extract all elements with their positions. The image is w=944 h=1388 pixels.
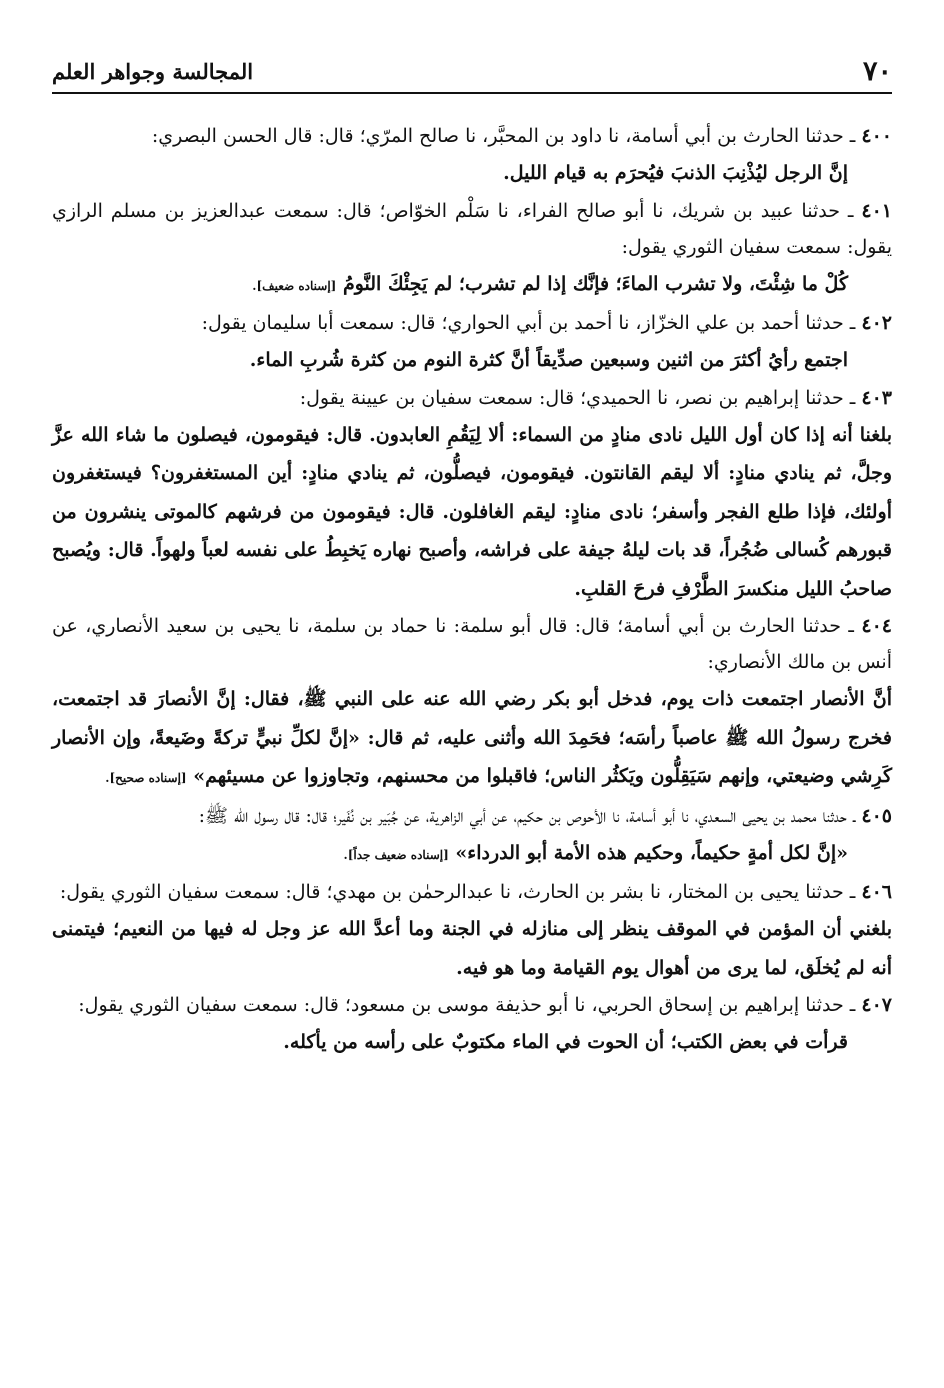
page-body (52, 118, 892, 1062)
quote-paragraph (52, 265, 892, 306)
isnad-paragraph (52, 193, 892, 265)
quote-text: إنَّ الرجل ليُذْنِبَ الذنبَ فيُحرَم به قيام الليل. (503, 162, 848, 184)
hadith-entry-402 (52, 305, 892, 380)
page-header (52, 48, 892, 94)
isnad-text: ـ حدثنا الحارث بن أبي أسامة، نا داود بن المحبَّر، نا صالح المرّي؛ قال: قال الحسن البصري: (151, 125, 862, 147)
isnad-paragraph (52, 118, 892, 154)
isnad-paragraph (52, 874, 892, 910)
quote-text: أنَّ الأنصار اجتمعت ذات يوم، فدخل أبو بكر رضي الله عنه على النبي ﷺ، فقال: إنَّ الأنصارَ قد اجتمعت، فخرج رسولُ الله ﷺ عاصباً رأسَه؛ فحَمِدَ الله وأثنى عليه، ثم قال: «إنَّ لكلِّ نبيٍّ تركةً وضَيعةً، وإن الأنصار كَرِشي وضيعتي، وإنهم سَيَقِلُّون ويَكثُر الناس؛ فاقبلوا من محسنهم، وتجاوزوا عن مسيئهم» (52, 688, 892, 787)
isnad-paragraph (52, 608, 892, 680)
hadith-entry-403 (52, 380, 892, 609)
isnad-text: ـ حدثنا محمد بن يحيى السعدي، نا أبو أسامة، نا الأحوص بن حكيم، عن أبي الزاهرية، عن جُبَير بن نُفَير؛ قال: قال رسول الله ﷺ: (198, 804, 862, 827)
entry-number: ٤٠٢ (861, 312, 892, 334)
chain-grade: [إسناده ضعيف]. (252, 278, 337, 293)
page-number: ٧٠ (862, 56, 892, 87)
entry-number: ٤٠٥ (861, 804, 892, 827)
isnad-paragraph (52, 798, 892, 834)
entry-number: ٤٠١ (861, 199, 892, 222)
quote-paragraph (52, 154, 892, 193)
isnad-text: ـ حدثنا يحيى بن المختار، نا بشر بن الحارث، نا عبدالرحمٰن بن مهدي؛ قال: سمعت سفيان الثوري يقول: (59, 881, 862, 903)
hadith-entry-407 (52, 987, 892, 1062)
isnad-paragraph (52, 305, 892, 341)
quote-text: اجتمع رأيُ أكثرَ من اثنين وسبعين صدِّيقاً أنَّ كثرة النوم من كثرة شُربِ الماء. (249, 349, 848, 371)
quote-text: بلغنا أنه إذا كان أول الليل نادى منادٍ من السماء: ألا لِيَقُمِ العابدون. قال: فيقومون، فيصلون ما شاء الله عزَّ وجلَّ، ثم ينادي منادٍ: ألا ليقم القانتون. فيقومون، فيصلُّون، ثم ينادي منادٍ: أين المستغفرون؟ فيستغفرون أولئك، فإذا طلع الفجر وأسفر؛ نادى منادٍ: ليقم الغافلون. قال: فيقومون من فرشهم كالموتى ينشرون من قبورهم كُسالى ضُجُراً، قد بات ليلهُ جيفة على فراشه، وأصبح نهاره يَخبِطُ على نفسه لعباً ولهواً. قال: ويُصبح صاحبُ الليل منكسرَ الطَّرْفِ فرحَ القلبِ. (52, 423, 892, 600)
quote-paragraph (52, 1023, 892, 1062)
isnad-text: ـ حدثنا إبراهيم بن إسحاق الحربي، نا أبو حذيفة موسى بن مسعود؛ قال: سمعت سفيان الثوري يقول: (78, 994, 862, 1016)
isnad-text: ـ حدثنا أحمد بن علي الخزّاز، نا أحمد بن أبي الحواري؛ قال: سمعت أبا سليمان يقول: (201, 312, 862, 334)
isnad-text: ـ حدثنا إبراهيم بن نصر، نا الحميدي؛ قال: سمعت سفيان بن عيينة يقول: (299, 386, 862, 409)
hadith-entry-405 (52, 798, 892, 875)
hadith-entry-406 (52, 874, 892, 987)
chain-grade: [إسناده صحيح]. (105, 771, 187, 785)
entry-number: ٤٠٤ (861, 615, 892, 637)
chain-grade: [إسناده ضعيف جداً]. (343, 847, 449, 862)
entry-number: ٤٠٦ (861, 881, 892, 903)
isnad-paragraph (52, 380, 892, 416)
quote-paragraph (52, 341, 892, 380)
quote-text: «إنَّ لكل أمةٍ حكيماً، وحكيم هذه الأمة أبو الدرداء» (455, 841, 848, 864)
quote-paragraph (52, 680, 892, 798)
quote-text: بلغني أن المؤمن في الموقف ينظر إلى منازله في الجنة وما أعدَّ الله عز وجل له فيها من النعيم؛ فيتمنى أنه لم يُخلَق، لما يرى من أهوال يوم القيامة وما هو فيه. (52, 918, 892, 979)
quote-paragraph (52, 416, 892, 609)
hadith-entry-401 (52, 193, 892, 306)
isnad-text: ـ حدثنا عبيد بن شريك، نا أبو صالح الفراء، نا سَلْم الخوّاص؛ قال: سمعت عبدالعزيز بن مسلم الرازي يقول: سمعت سفيان الثوري يقول: (52, 199, 892, 258)
quote-text: كُلْ ما شِئْتَ، ولا تشرب الماءَ؛ فإنَّك إذا لم تشرب؛ لم يَجِئْكَ النَّومُ (342, 272, 848, 295)
book-page (52, 48, 892, 1062)
hadith-entry-400 (52, 118, 892, 193)
entry-number: ٤٠٠ (861, 125, 892, 147)
entry-number: ٤٠٧ (861, 994, 892, 1016)
quote-paragraph (52, 910, 892, 987)
entry-number: ٤٠٣ (861, 386, 892, 409)
quote-text: قرأت في بعض الكتب؛ أن الحوت في الماء مكتوبٌ على رأسه من يأكله. (283, 1031, 848, 1053)
quote-paragraph (52, 834, 892, 875)
running-title: المجالسة وجواهر العلم (52, 59, 254, 84)
isnad-text: ـ حدثنا الحارث بن أبي أسامة؛ قال: قال أبو سلمة: نا حماد بن سلمة، نا يحيى بن سعيد الأنصاري، عن أنس بن مالك الأنصاري: (52, 615, 892, 673)
hadith-entry-404 (52, 608, 892, 798)
isnad-paragraph (52, 987, 892, 1023)
